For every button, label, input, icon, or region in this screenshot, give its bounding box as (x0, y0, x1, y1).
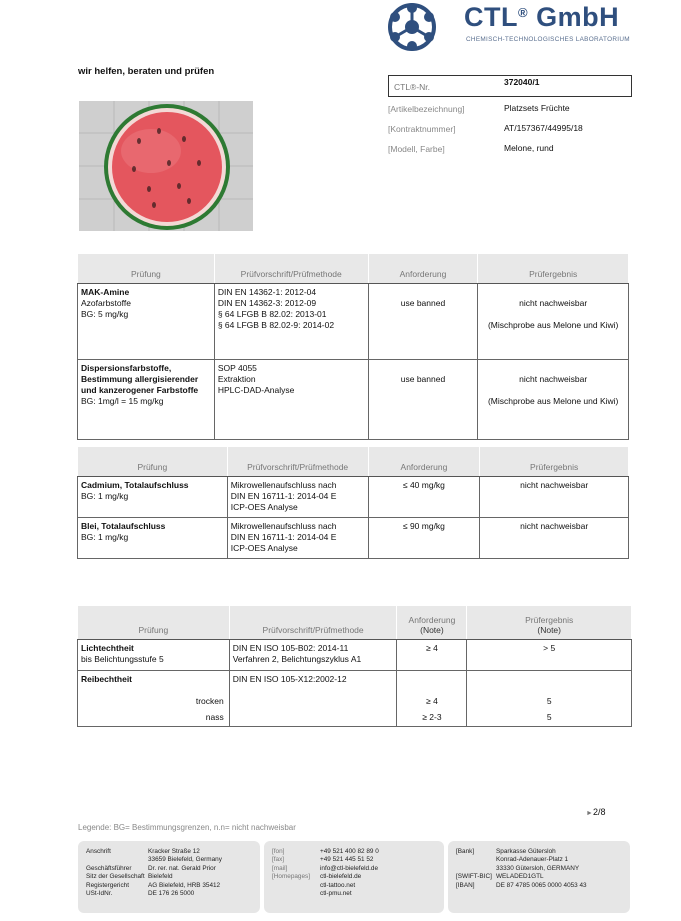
table-row (78, 671, 632, 727)
col-header-method: Prüfvorschrift/Prüfmethode (214, 254, 368, 284)
test-cell: Blei, Totalaufschluss BG: 1 mg/kg (78, 518, 228, 559)
ctl-number-value: 372040/1 (504, 77, 540, 87)
result-cell: nicht nachweisbar (480, 518, 629, 559)
test-table-amines (77, 253, 629, 440)
requirement-cell: ≤ 40 mg/kg (368, 477, 480, 518)
table-row (78, 518, 629, 559)
result-cell: > 5 (467, 640, 632, 671)
page-number: ►2/8 (586, 807, 606, 817)
method-cell: DIN EN 14362-1: 2012-04 DIN EN 14362-3: 2012-09 § 64 LFGB B 82.02: 2013-01 § 64 LFGB B 82.02-9: 2014-02 (214, 284, 368, 360)
ctl-molecule-logo-icon (380, 0, 444, 54)
test-cell: Reibechtheit trocken nass (78, 671, 230, 727)
footer-value: ctl-tattoo.net (320, 881, 356, 889)
footer-value: ctl-pmu.net (320, 890, 352, 897)
brand-subtitle: CHEMISCH-TECHNOLOGISCHES LABORATORIUM (466, 36, 630, 43)
result-cell: nicht nachweisbar (480, 477, 629, 518)
footer-key: Anschrift (86, 848, 111, 855)
page-arrow-icon: ► (586, 810, 593, 817)
wet-label: nass (205, 712, 224, 722)
method-cell: Mikrowellenaufschluss nach DIN EN 16711-1: 2014-04 E ICP-OES Analyse (227, 477, 368, 518)
footer-value: Dr. rer. nat. Gerald Prior (148, 864, 216, 872)
contract-label: [Kontraktnummer] (388, 124, 456, 134)
footer-bank-info (448, 841, 630, 913)
test-cell: Lichtechtheit bis Belichtungsstufe 5 (78, 640, 230, 671)
wet-result: 5 (546, 712, 552, 722)
dry-result: 5 (546, 696, 552, 706)
table-header-row (78, 447, 629, 477)
footer-key: [mail] (272, 864, 288, 872)
footer-value: DE 87 4785 0065 0000 4053 43 (496, 881, 587, 889)
requirement-cell (397, 671, 467, 727)
footer-value: Bielefeld (148, 873, 173, 881)
ctl-number-label: CTL®-Nr. (394, 82, 431, 92)
table-row (78, 640, 632, 671)
dry-requirement: ≥ 4 (426, 696, 438, 706)
requirement-cell: ≤ 90 mg/kg (368, 518, 480, 559)
brand-name: CTL® GmbH (464, 2, 620, 32)
method-cell: DIN EN ISO 105-X12:2002-12 (229, 671, 397, 727)
col-header-method: Prüfvorschrift/Prüfmethode (229, 606, 397, 640)
wet-requirement: ≥ 2-3 (422, 712, 442, 722)
footer-contact-info (264, 841, 444, 913)
model-label: [Modell, Farbe] (388, 144, 445, 154)
ctl-number-box (388, 75, 632, 97)
dry-label: trocken (195, 696, 224, 706)
footer-value: AG Bielefeld, HRB 35412 (148, 881, 221, 889)
col-header-result: Prüfergebnis (480, 447, 629, 477)
col-header-result: Prüfergebnis (Note) (467, 606, 632, 640)
slogan: wir helfen, beraten und prüfen (78, 66, 215, 77)
footer-value: info@ctl-bielefeld.de (320, 864, 378, 872)
footer-value: Kracker Straße 12 (148, 848, 200, 855)
result-cell (467, 671, 632, 727)
footer-key: Sitz der Gesellschaft (86, 873, 145, 881)
footer-value: WELADED1GTL (496, 873, 544, 881)
col-header-requirement: Anforderung (368, 254, 478, 284)
requirement-cell: ≥ 4 (397, 640, 467, 671)
footer-value: ctl-bielefeld.de (320, 873, 362, 881)
method-cell: Mikrowellenaufschluss nach DIN EN 16711-1: 2014-04 E ICP-OES Analyse (227, 518, 368, 559)
footer-key: [SWIFT-BIC] (456, 873, 492, 881)
col-header-method: Prüfvorschrift/Prüfmethode (227, 447, 368, 477)
method-cell: SOP 4055 Extraktion HPLC-DAD-Analyse (214, 360, 368, 440)
requirement-cell: use banned (368, 284, 478, 360)
footer-key: [Homepages] (272, 873, 311, 881)
footer-key: USt-IdNr. (86, 890, 113, 897)
footer-key: Geschäftsführer (86, 864, 132, 872)
footer-key: Registergericht (86, 881, 129, 889)
test-table-fastness (77, 605, 632, 727)
col-header-test: Prüfung (78, 606, 230, 640)
test-table-metals (77, 446, 629, 559)
requirement-cell: use banned (368, 360, 478, 440)
footer-key: [fon] (272, 848, 285, 855)
col-header-test: Prüfung (78, 254, 215, 284)
table-header-row (78, 606, 632, 640)
footer-value: Konrad-Adenauer-Platz 1 (496, 856, 569, 864)
footer-value: +49 521 445 51 52 (320, 856, 374, 864)
footer-value: 33330 Gütersloh, GERMANY (496, 864, 580, 872)
footer-key: [IBAN] (456, 881, 475, 889)
col-header-result: Prüfergebnis (478, 254, 629, 284)
footer-value: DE 176 26 5000 (148, 890, 195, 897)
footer-value: Sparkasse Gütersloh (496, 848, 556, 855)
table-row (78, 360, 629, 440)
footer-key: [fax] (272, 856, 285, 864)
footer-company-info (78, 841, 260, 913)
article-label: [Artikelbezeichnung] (388, 104, 465, 114)
table-row (78, 284, 629, 360)
col-header-requirement: Anforderung (Note) (397, 606, 467, 640)
contract-value: AT/157367/44995/18 (504, 123, 583, 133)
article-value: Platzsets Früchte (504, 103, 570, 113)
company-logo (380, 0, 670, 56)
test-cell: Cadmium, Totalaufschluss BG: 1 mg/kg (78, 477, 228, 518)
footer-value: +49 521 400 82 89 0 (320, 848, 379, 855)
col-header-test: Prüfung (78, 447, 228, 477)
table-row (78, 477, 629, 518)
result-cell: nicht nachweisbar (Mischprobe aus Melone und Kiwi) (478, 284, 629, 360)
footer-value: 33659 Bielefeld, Germany (148, 856, 222, 864)
model-value: Melone, rund (504, 143, 554, 153)
table-header-row (78, 254, 629, 284)
product-photo (79, 101, 253, 231)
col-header-requirement: Anforderung (368, 447, 480, 477)
test-cell: Dispersionsfarbstoffe, Bestimmung allergisierender und kanzerogener Farbstoffe BG: 1mg/l = 15 mg/kg (78, 360, 215, 440)
test-cell: MAK-Amine Azofarbstoffe BG: 5 mg/kg (78, 284, 215, 360)
method-cell: DIN EN ISO 105-B02: 2014-11 Verfahren 2, Belichtungszyklus A1 (229, 640, 397, 671)
footer-key: [Bank] (456, 848, 475, 855)
legend: Legende: BG= Bestimmungsgrenzen, n.n= nicht nachweisbar (78, 823, 296, 832)
result-cell: nicht nachweisbar (Mischprobe aus Melone und Kiwi) (478, 360, 629, 440)
